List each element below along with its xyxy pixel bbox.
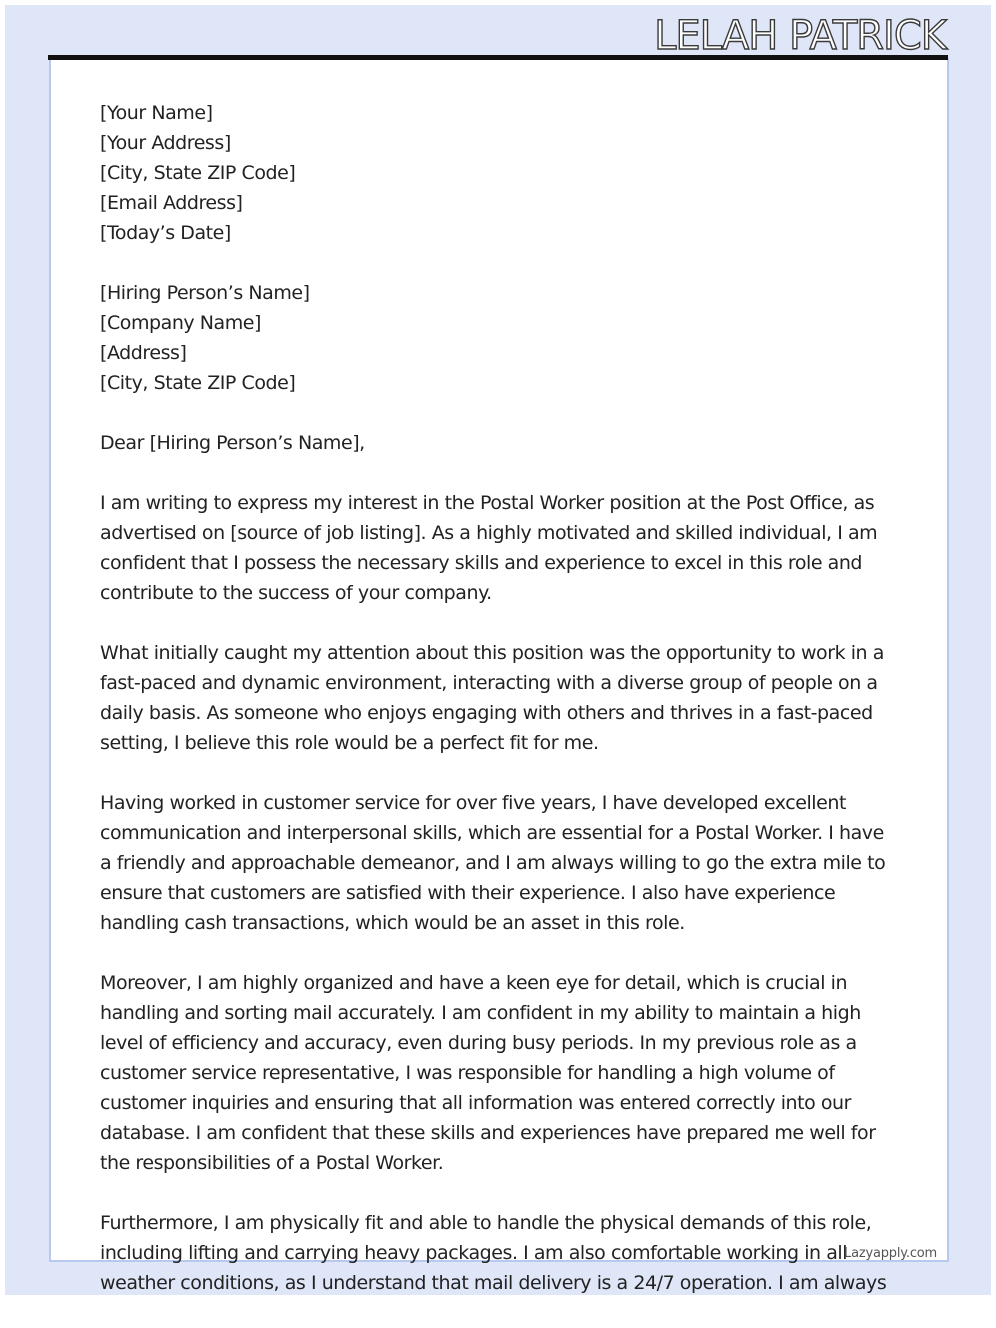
sender-city-state-zip: [City, State ZIP Code]: [100, 162, 296, 184]
letter-date: [Today’s Date]: [100, 222, 231, 244]
paragraph-intro: I am writing to express my interest in the Postal Worker position at the Post Office, as advertised on [source of job listing]. As a highly motivated and skilled individual, I am confident that I possess the necessary skills and experience to excel in this role and contribute to the success of your company.: [100, 492, 878, 604]
sender-email: [Email Address]: [100, 192, 243, 214]
recipient-address: [Address]: [100, 342, 187, 364]
applicant-name: LELAH PATRICK: [654, 13, 946, 59]
paragraph-motivation: What initially caught my attention about this position was the opportunity to work in a fast-paced and dynamic environment, interacting with a diverse group of people on a daily basis. As someone who enjoys engaging with others and thrives in a fast-paced setting, I believe this role would be a perfect fit for me.: [100, 642, 884, 754]
paragraph-organization: Moreover, I am highly organized and have a keen eye for detail, which is crucial in handling and sorting mail accurately. I am confident in my ability to maintain a high level of efficiency and accuracy, even during busy periods. In my previous role as a customer service representative, I was responsible for handling a high volume of customer inquiries and ensuring that all information was entered correctly into our database. I am confident that these skills and experiences have prepared me well for the responsibilities of a Postal Worker.: [100, 972, 876, 1174]
paragraph-experience: Having worked in customer service for over five years, I have developed excellent communication and interpersonal skills, which are essential for a Postal Worker. I have a friendly and approachable demeanor, and I am always willing to go the extra mile to ensure that customers are satisfied with their experience. I also have experience handling cash transactions, which would be an asset in this role.: [100, 792, 886, 934]
recipient-company: [Company Name]: [100, 312, 262, 334]
recipient-name: [Hiring Person’s Name]: [100, 282, 310, 304]
sender-block: [100, 98, 900, 248]
recipient-city-state-zip: [City, State ZIP Code]: [100, 372, 296, 394]
letter-body: [100, 98, 900, 1328]
recipient-block: [100, 278, 900, 398]
watermark-text: Lazyapply.com: [844, 1246, 937, 1261]
paragraph-physical: Furthermore, I am physically fit and able to handle the physical demands of this role, including lifting and carrying heavy packages. I am also comfortable working in all weather conditions, as I understand that mail delivery is a 24/7 operation. I am always: [100, 1212, 887, 1294]
sender-address: [Your Address]: [100, 132, 231, 154]
salutation: Dear [Hiring Person’s Name],: [100, 432, 365, 454]
sender-name: [Your Name]: [100, 102, 213, 124]
